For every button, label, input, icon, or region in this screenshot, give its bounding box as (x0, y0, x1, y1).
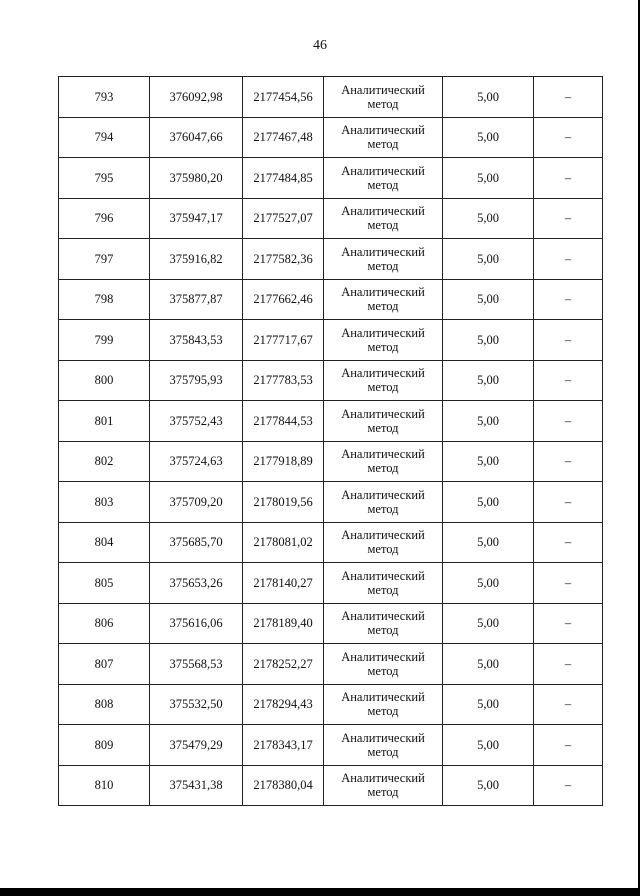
method-line-2: метод (367, 461, 399, 476)
method-cell (324, 401, 443, 442)
y-coordinate-cell: 2177783,53 (243, 360, 324, 401)
method-line-1: Аналитический (341, 528, 425, 543)
method-line-2: метод (367, 420, 399, 435)
point-number-cell: 804 (59, 522, 150, 563)
method-line-2: метод (367, 785, 399, 800)
y-coordinate-cell: 2177662,46 (243, 279, 324, 320)
note-cell: – (534, 482, 603, 523)
method-line-1: Аналитический (341, 487, 425, 502)
method-cell (324, 117, 443, 158)
table-row (59, 522, 603, 563)
method-cell (324, 765, 443, 806)
x-coordinate-cell: 375916,82 (150, 239, 243, 280)
accuracy-cell: 5,00 (443, 198, 534, 239)
accuracy-cell: 5,00 (443, 482, 534, 523)
accuracy-cell: 5,00 (443, 77, 534, 118)
y-coordinate-cell: 2177484,85 (243, 158, 324, 199)
method-cell (324, 441, 443, 482)
point-number-cell: 800 (59, 360, 150, 401)
point-number-cell: 809 (59, 725, 150, 766)
method-cell (324, 482, 443, 523)
method-cell (324, 563, 443, 604)
x-coordinate-cell: 375479,29 (150, 725, 243, 766)
method-cell (324, 320, 443, 361)
point-number-cell: 797 (59, 239, 150, 280)
note-cell: – (534, 725, 603, 766)
note-cell: – (534, 603, 603, 644)
x-coordinate-cell: 375752,43 (150, 401, 243, 442)
method-cell (324, 603, 443, 644)
method-line-1: Аналитический (341, 325, 425, 340)
note-cell: – (534, 563, 603, 604)
point-number-cell: 799 (59, 320, 150, 361)
accuracy-cell: 5,00 (443, 320, 534, 361)
point-number-cell: 796 (59, 198, 150, 239)
y-coordinate-cell: 2177454,56 (243, 77, 324, 118)
x-coordinate-cell: 375431,38 (150, 765, 243, 806)
method-cell (324, 725, 443, 766)
method-line-2: метод (367, 177, 399, 192)
table-row (59, 360, 603, 401)
point-number-cell: 810 (59, 765, 150, 806)
x-coordinate-cell: 375532,50 (150, 684, 243, 725)
method-line-1: Аналитический (341, 204, 425, 219)
note-cell: – (534, 765, 603, 806)
method-line-2: метод (367, 380, 399, 395)
table-row (59, 644, 603, 685)
y-coordinate-cell: 2178081,02 (243, 522, 324, 563)
point-number-cell: 793 (59, 77, 150, 118)
coordinates-table-body (59, 77, 603, 806)
accuracy-cell: 5,00 (443, 725, 534, 766)
method-line-2: метод (367, 339, 399, 354)
note-cell: – (534, 401, 603, 442)
note-cell: – (534, 441, 603, 482)
accuracy-cell: 5,00 (443, 279, 534, 320)
accuracy-cell: 5,00 (443, 522, 534, 563)
y-coordinate-cell: 2177467,48 (243, 117, 324, 158)
table-row (59, 603, 603, 644)
y-coordinate-cell: 2177918,89 (243, 441, 324, 482)
y-coordinate-cell: 2177844,53 (243, 401, 324, 442)
note-cell: – (534, 77, 603, 118)
method-line-2: метод (367, 218, 399, 233)
method-cell (324, 522, 443, 563)
table-row (59, 117, 603, 158)
x-coordinate-cell: 376047,66 (150, 117, 243, 158)
note-cell: – (534, 644, 603, 685)
accuracy-cell: 5,00 (443, 441, 534, 482)
method-cell (324, 360, 443, 401)
table-row (59, 684, 603, 725)
note-cell: – (534, 684, 603, 725)
note-cell: – (534, 522, 603, 563)
y-coordinate-cell: 2177527,07 (243, 198, 324, 239)
x-coordinate-cell: 375724,63 (150, 441, 243, 482)
note-cell: – (534, 198, 603, 239)
method-line-1: Аналитический (341, 771, 425, 786)
point-number-cell: 808 (59, 684, 150, 725)
y-coordinate-cell: 2178294,43 (243, 684, 324, 725)
method-line-1: Аналитический (341, 82, 425, 97)
note-cell: – (534, 360, 603, 401)
method-line-1: Аналитический (341, 285, 425, 300)
note-cell: – (534, 117, 603, 158)
x-coordinate-cell: 375709,20 (150, 482, 243, 523)
method-line-1: Аналитический (341, 568, 425, 583)
note-cell: – (534, 279, 603, 320)
table-row (59, 320, 603, 361)
x-coordinate-cell: 375685,70 (150, 522, 243, 563)
method-line-2: метод (367, 704, 399, 719)
method-line-1: Аналитический (341, 163, 425, 178)
table-row (59, 441, 603, 482)
note-cell: – (534, 239, 603, 280)
accuracy-cell: 5,00 (443, 765, 534, 806)
point-number-cell: 798 (59, 279, 150, 320)
accuracy-cell: 5,00 (443, 360, 534, 401)
y-coordinate-cell: 2178140,27 (243, 563, 324, 604)
method-line-2: метод (367, 258, 399, 273)
point-number-cell: 805 (59, 563, 150, 604)
accuracy-cell: 5,00 (443, 117, 534, 158)
method-line-2: метод (367, 582, 399, 597)
method-line-1: Аналитический (341, 690, 425, 705)
note-cell: – (534, 158, 603, 199)
table-row (59, 765, 603, 806)
method-line-1: Аналитический (341, 649, 425, 664)
method-line-2: метод (367, 501, 399, 516)
method-line-2: метод (367, 542, 399, 557)
x-coordinate-cell: 375795,93 (150, 360, 243, 401)
accuracy-cell: 5,00 (443, 239, 534, 280)
coordinates-table (58, 76, 603, 806)
method-line-2: метод (367, 663, 399, 678)
method-line-2: метод (367, 299, 399, 314)
method-line-2: метод (367, 744, 399, 759)
method-cell (324, 158, 443, 199)
method-line-1: Аналитический (341, 244, 425, 259)
page-number: 46 (313, 38, 327, 53)
accuracy-cell: 5,00 (443, 603, 534, 644)
y-coordinate-cell: 2178252,27 (243, 644, 324, 685)
table-row (59, 482, 603, 523)
accuracy-cell: 5,00 (443, 158, 534, 199)
note-cell: – (534, 320, 603, 361)
y-coordinate-cell: 2178189,40 (243, 603, 324, 644)
point-number-cell: 802 (59, 441, 150, 482)
y-coordinate-cell: 2177717,67 (243, 320, 324, 361)
method-line-1: Аналитический (341, 366, 425, 381)
accuracy-cell: 5,00 (443, 401, 534, 442)
table-row (59, 239, 603, 280)
x-coordinate-cell: 375947,17 (150, 198, 243, 239)
table-row (59, 563, 603, 604)
x-coordinate-cell: 375568,53 (150, 644, 243, 685)
x-coordinate-cell: 375616,06 (150, 603, 243, 644)
y-coordinate-cell: 2178380,04 (243, 765, 324, 806)
x-coordinate-cell: 375843,53 (150, 320, 243, 361)
accuracy-cell: 5,00 (443, 563, 534, 604)
table-row (59, 158, 603, 199)
method-line-1: Аналитический (341, 406, 425, 421)
point-number-cell: 807 (59, 644, 150, 685)
method-line-1: Аналитический (341, 730, 425, 745)
y-coordinate-cell: 2177582,36 (243, 239, 324, 280)
x-coordinate-cell: 375877,87 (150, 279, 243, 320)
point-number-cell: 806 (59, 603, 150, 644)
method-line-1: Аналитический (341, 447, 425, 462)
table-row (59, 198, 603, 239)
method-line-1: Аналитический (341, 609, 425, 624)
x-coordinate-cell: 375653,26 (150, 563, 243, 604)
table-row (59, 725, 603, 766)
table-row (59, 401, 603, 442)
table-row (59, 279, 603, 320)
x-coordinate-cell: 375980,20 (150, 158, 243, 199)
method-cell (324, 77, 443, 118)
y-coordinate-cell: 2178343,17 (243, 725, 324, 766)
method-line-2: метод (367, 623, 399, 638)
method-line-2: метод (367, 137, 399, 152)
method-cell (324, 684, 443, 725)
method-line-1: Аналитический (341, 123, 425, 138)
accuracy-cell: 5,00 (443, 684, 534, 725)
method-cell (324, 644, 443, 685)
method-cell (324, 198, 443, 239)
point-number-cell: 801 (59, 401, 150, 442)
y-coordinate-cell: 2178019,56 (243, 482, 324, 523)
method-cell (324, 279, 443, 320)
x-coordinate-cell: 376092,98 (150, 77, 243, 118)
point-number-cell: 803 (59, 482, 150, 523)
method-cell (324, 239, 443, 280)
accuracy-cell: 5,00 (443, 644, 534, 685)
table-row (59, 77, 603, 118)
method-line-2: метод (367, 96, 399, 111)
point-number-cell: 795 (59, 158, 150, 199)
point-number-cell: 794 (59, 117, 150, 158)
